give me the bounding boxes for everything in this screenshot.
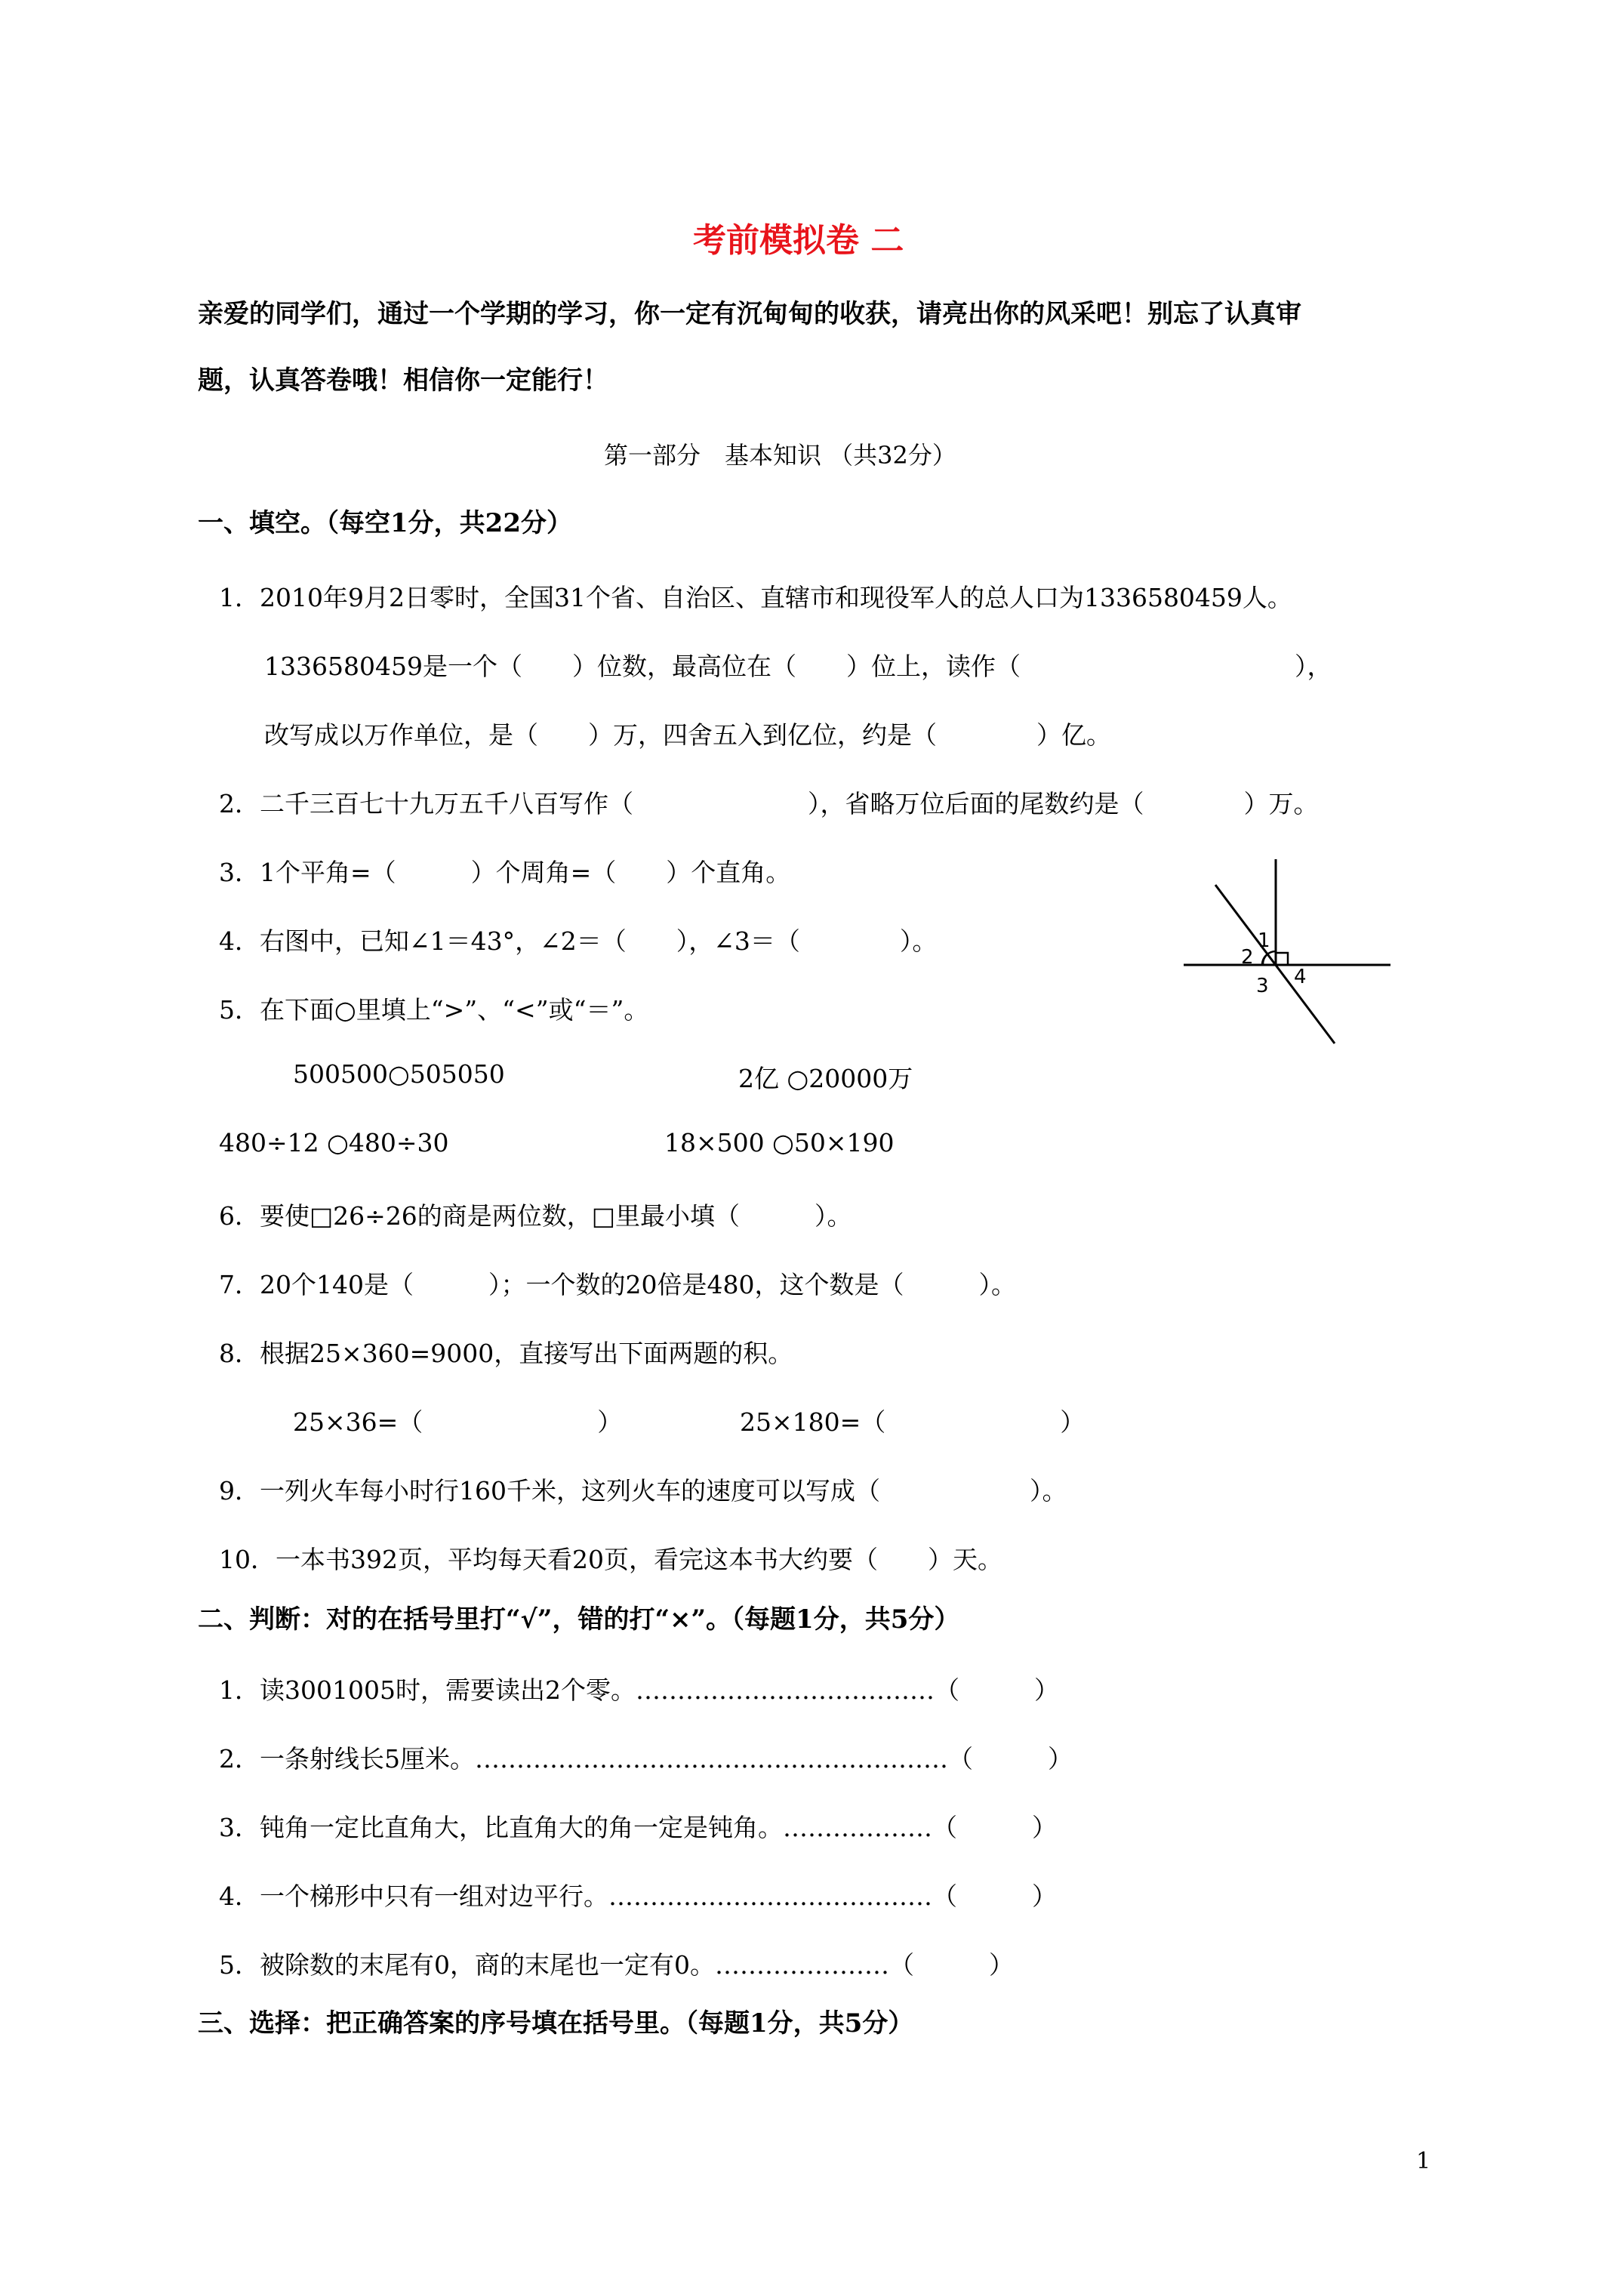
angle-arc-2 [1263, 954, 1268, 965]
angle-label-1: 1 [1258, 929, 1270, 952]
question-5-item-c: 480÷12 ○480÷30 [219, 1128, 449, 1157]
part-heading: 第一部分 基本知识 （共32分） [604, 441, 956, 470]
angle-label-3: 3 [1256, 975, 1269, 997]
intro-line-2: 题，认真答卷哦！相信你一定能行！ [198, 365, 608, 396]
section-3-heading: 三、选择：把正确答案的序号填在括号里。（每题1分，共5分） [198, 2008, 914, 2039]
judge-item-2: 2．一条射线长5厘米。…………………………………………………（ ） [219, 1744, 1073, 1774]
question-4: 4．右图中，已知∠1＝43°，∠2＝（ ），∠3＝（ ）。 [219, 926, 938, 956]
section-2-heading: 二、判断：对的在括号里打“√”，错的打“×”。（每题1分，共5分） [198, 1604, 960, 1635]
question-1-line-2: 1336580459是一个（ ）位数，最高位在（ ）位上，读作（ ）， [264, 652, 1332, 681]
question-10: 10．一本书392页，平均每天看20页，看完这本书大约要（ ）天。 [219, 1545, 1002, 1574]
question-1-line-1: 1．2010年9月2日零时，全国31个省、自治区、直辖市和现役军人的总人口为1336580459人。 [219, 583, 1292, 612]
page-number: 1 [1416, 2148, 1431, 2174]
judge-item-5: 5．被除数的末尾有0，商的末尾也一定有0。…………………（ ） [219, 1950, 1014, 1980]
right-angle-mark [1276, 953, 1288, 965]
question-2: 2．二千三百七十九万五千八百写作（ ），省略万位后面的尾数约是（ ）万。 [219, 789, 1319, 818]
angle-label-4: 4 [1294, 966, 1307, 988]
question-5-item-b: 2亿 ○20000万 [738, 1064, 913, 1093]
judge-item-3: 3．钝角一定比直角大，比直角大的角一定是钝角。………………（ ） [219, 1813, 1057, 1842]
angle-figure [1178, 853, 1397, 1049]
judge-item-4: 4．一个梯形中只有一组对边平行。…………………………………（ ） [219, 1881, 1057, 1911]
question-1-line-3: 改写成以万作单位，是（ ）万，四舍五入到亿位，约是（ ）亿。 [264, 720, 1111, 750]
judge-item-1: 1．读3001005时，需要读出2个零。………………………………（ ） [219, 1675, 1059, 1705]
question-5-item-d: 18×500 ○50×190 [664, 1128, 895, 1157]
question-8-item-a: 25×36=（ ） [293, 1407, 623, 1437]
question-7: 7．20个140是（ ）；一个数的20倍是480，这个数是（ ）。 [219, 1270, 1016, 1299]
question-6: 6．要使□26÷26的商是两位数，□里最小填（ ）。 [219, 1201, 852, 1231]
page-title: 考前模拟卷 二 [693, 221, 904, 260]
question-8: 8．根据25×360=9000，直接写出下面两题的积。 [219, 1339, 793, 1368]
question-9: 9．一列火车每小时行160千米，这列火车的速度可以写成（ ）。 [219, 1476, 1067, 1505]
section-1-heading: 一、填空。（每空1分，共22分） [198, 508, 572, 538]
question-5: 5．在下面○里填上“>”、“<”或“＝”。 [219, 995, 649, 1025]
question-8-item-b: 25×180=（ ） [740, 1407, 1086, 1437]
intro-line-1: 亲爱的同学们，通过一个学期的学习，你一定有沉甸甸的收获，请亮出你的风采吧！别忘了认真审 [198, 299, 1301, 329]
question-3: 3．1个平角=（ ）个周角=（ ）个直角。 [219, 858, 791, 887]
question-5-item-a: 500500○505050 [293, 1059, 505, 1089]
angle-label-2: 2 [1241, 946, 1254, 969]
